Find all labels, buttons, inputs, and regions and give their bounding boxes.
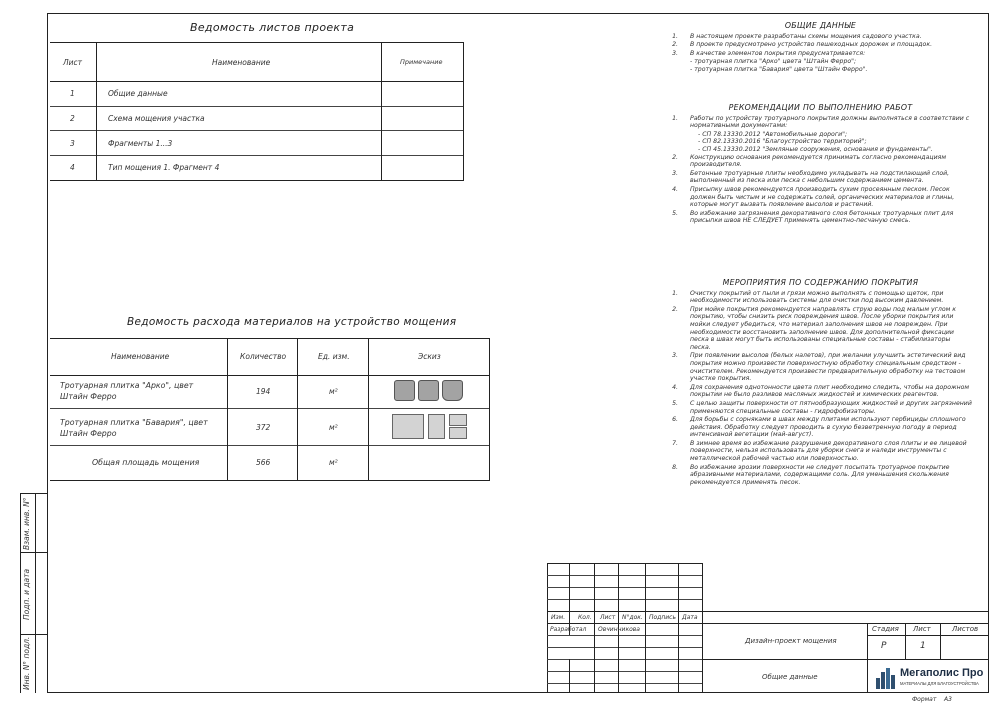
sheet-value: 1 xyxy=(920,641,926,651)
norm-doc: - СП 78.13330.2012 "Автомобильные дороги"; xyxy=(698,130,848,138)
material-name: Общая площадь мощения xyxy=(92,458,200,467)
recommendation-item: 2. Конструкцию основания рекомендуется принимать согласно рекомендациям производителя. xyxy=(672,153,946,169)
stamp-col-signature: Подпись xyxy=(649,614,676,621)
maintenance-title: МЕРОПРИЯТИЯ ПО СОДЕРЖАНИЮ ПОКРЫТИЯ xyxy=(722,278,919,287)
sheets-row-num: 1 xyxy=(70,89,75,98)
company-subtitle: МАТЕРИАЛЫ ДЛЯ БЛАГОУСТРОЙСТВА xyxy=(900,681,979,686)
general-data-title: ОБЩИЕ ДАННЫЕ xyxy=(784,21,857,30)
sheets-col-name: Наименование xyxy=(212,58,271,67)
side-label-signature-date: Подп. и дата xyxy=(22,568,31,620)
general-item: 2. В проекте предусмотрено устройство пешеходных дорожек и площадок. xyxy=(672,41,933,49)
recommendation-item: 1. Работы по устройству тротуарного покрытия должны выполняться в соответствии с нормативными документами: xyxy=(672,114,970,130)
side-label-replaced-inv: Взам. инв. N° xyxy=(22,497,31,550)
company-name: Мегаполис Про xyxy=(900,667,984,679)
recommendation-item: 5. Во избежание загрязнения декоративного слоя бетонных тротуарных плит для присыпки швов НЕ СЛЕДУЕТ применять цементно-песчаную смесь. xyxy=(672,209,954,225)
material-qty: 372 xyxy=(256,423,271,432)
sheets-row-num: 2 xyxy=(70,114,75,123)
stage-label: Стадия xyxy=(872,625,899,633)
sheets-row-num: 4 xyxy=(70,163,75,172)
materials-col-name: Наименование xyxy=(111,352,170,361)
general-data-section xyxy=(668,22,973,74)
maintenance-section xyxy=(668,279,973,487)
material-name: Тротуарная плитка "Арко", цвет xyxy=(60,381,194,390)
recommendation-item: 4. Присыпку швов рекомендуется производить сухим просеянным песком. Песок должен быть чистым и не содержать солей, органических материалов и глины, которые могут вызвать появление высолов и растений. xyxy=(672,185,955,209)
stamp-col-count: Кол. xyxy=(578,614,592,621)
stage-value: Р xyxy=(881,641,887,651)
sheets-table-title: Ведомость листов проекта xyxy=(190,21,355,34)
sheet-label: Лист xyxy=(913,625,931,633)
sheets-row-name: Тип мощения 1. Фрагмент 4 xyxy=(108,163,220,172)
material-unit: м² xyxy=(329,423,338,432)
building-icon xyxy=(875,666,897,690)
recommendation-item: 3. Бетонные тротуарные плиты необходимо укладывать на подстилающий слой, выполненный из песка или песка с небольшим содержанием цемента. xyxy=(672,169,950,185)
maintenance-item: 5. С целью защиты поверхности от пятнообразующих жидкостей и других загрязнений применяются специальные составы - гидрофобизаторы. xyxy=(672,399,972,415)
material-name: Штайн Ферро xyxy=(60,429,117,438)
developed-label: Разработал xyxy=(550,626,587,633)
general-sub-item: - тротуарная плитка "Бавария" цвета "Штайн Ферро". xyxy=(690,65,868,73)
sheet-name: Общие данные xyxy=(762,673,818,681)
sheets-col-note: Примечание xyxy=(400,58,443,66)
maintenance-item: 8. Во избежание эрозии поверхности не следует посыпать тротуарное покрытие абразивными материалами, содержащими соль. Для уменьшения скольжения рекомендуется применять песок. xyxy=(672,463,950,486)
stamp-col-change: Изм. xyxy=(551,614,566,621)
project-name: Дизайн-проект мощения xyxy=(745,637,837,645)
materials-col-unit: Ед. изм. xyxy=(318,352,350,361)
maintenance-item: 1. Очистку покрытий от пыли и грязи можно выполнять с помощью щеток, при необходимости использовать системы для очистки под высоким давлением. xyxy=(672,289,944,305)
material-name: Штайн Ферро xyxy=(60,392,117,401)
format-label: Формат xyxy=(912,696,937,703)
stamp-col-date: Дата xyxy=(682,614,698,621)
sheets-row-name: Общие данные xyxy=(108,89,168,98)
sheets-row-name: Фрагменты 1...3 xyxy=(108,139,173,148)
maintenance-item: 7. В зимнее время во избежание разрушения декоративного слоя плиты и ее лицевой поверхности, нельзя использовать для уборки снега и наледи инструменты с металлической рабочей частью или поверхностью. xyxy=(672,439,967,463)
stamp-col-sheet: Лист xyxy=(600,614,616,621)
norm-doc: - СП 45.13330.2012 "Земляные сооружения, основания и фундаменты". xyxy=(698,145,933,153)
maintenance-item: 2. При мойке покрытия рекомендуется направлять струю воды под малым углом к покрытию, чтобы снизить риск повреждения швов. После уборки покрытия или мойки следует убедиться, что материал заполнения швов не поврежден. При необходимости восстановить заполнение швов. Для дополнительной фиксации песка в швах могут быть использованы специальные составы - стабилизаторы песка. xyxy=(672,305,956,351)
material-unit: м² xyxy=(329,387,338,396)
maintenance-item: 6. Для борьбы с сорняками в швах между плитами используют гербициды сплошного действия. Обработку следует проводить в сухую безветренную погоду в период интенсивной вегетации (май-август). xyxy=(672,416,966,439)
maintenance-item: 4. Для сохранения однотонности цвета плит необходимо следить, чтобы на дорожном покрытии не было разливов масляных жидкостей и химических реагентов. xyxy=(672,383,970,399)
developer-name: Овчинникова xyxy=(598,626,640,633)
recommendations-title: РЕКОМЕНДАЦИИ ПО ВЫПОЛНЕНИЮ РАБОТ xyxy=(728,103,913,112)
sheets-label: Листов xyxy=(952,625,979,633)
sheets-col-sheet: Лист xyxy=(63,58,83,67)
norm-doc: - СП 82.13330.2016 "Благоустройство территорий"; xyxy=(698,138,867,146)
materials-col-sketch: Эскиз xyxy=(418,352,441,361)
materials-col-qty: Количество xyxy=(240,352,287,361)
material-qty: 194 xyxy=(256,387,271,396)
maintenance-item: 3. При появлении высолов (белых налетов), при желании улучшить эстетический вид покрытия можно произвести поверхностную обработку специальным средством - очистителем. Рекомендуется произвести предварительную обработку на тестовом участке покрытия. xyxy=(672,352,966,383)
format-value: А3 xyxy=(944,696,952,703)
materials-table-title: Ведомость расхода материалов на устройство мощения xyxy=(127,316,457,328)
material-name: Тротуарная плитка "Бавария", цвет xyxy=(60,418,208,427)
sheets-row-num: 3 xyxy=(70,139,75,148)
recommendations-section xyxy=(668,104,973,226)
general-item: 1. В настоящем проекте разработаны схемы мощения садового участка. xyxy=(672,32,922,40)
general-item: 3. В качестве элементов покрытия предусматривается: xyxy=(672,49,866,57)
company-logo xyxy=(873,664,985,692)
side-label-original-inv: Инв. N° подл. xyxy=(22,636,31,690)
material-qty: 566 xyxy=(256,458,271,467)
material-unit: м² xyxy=(329,458,338,467)
stamp-col-doc: N°док. xyxy=(622,614,643,621)
general-sub-item: - тротуарная плитка "Арко" цвета "Штайн Ферро"; xyxy=(690,58,857,66)
sheets-row-name: Схема мощения участка xyxy=(108,114,205,123)
